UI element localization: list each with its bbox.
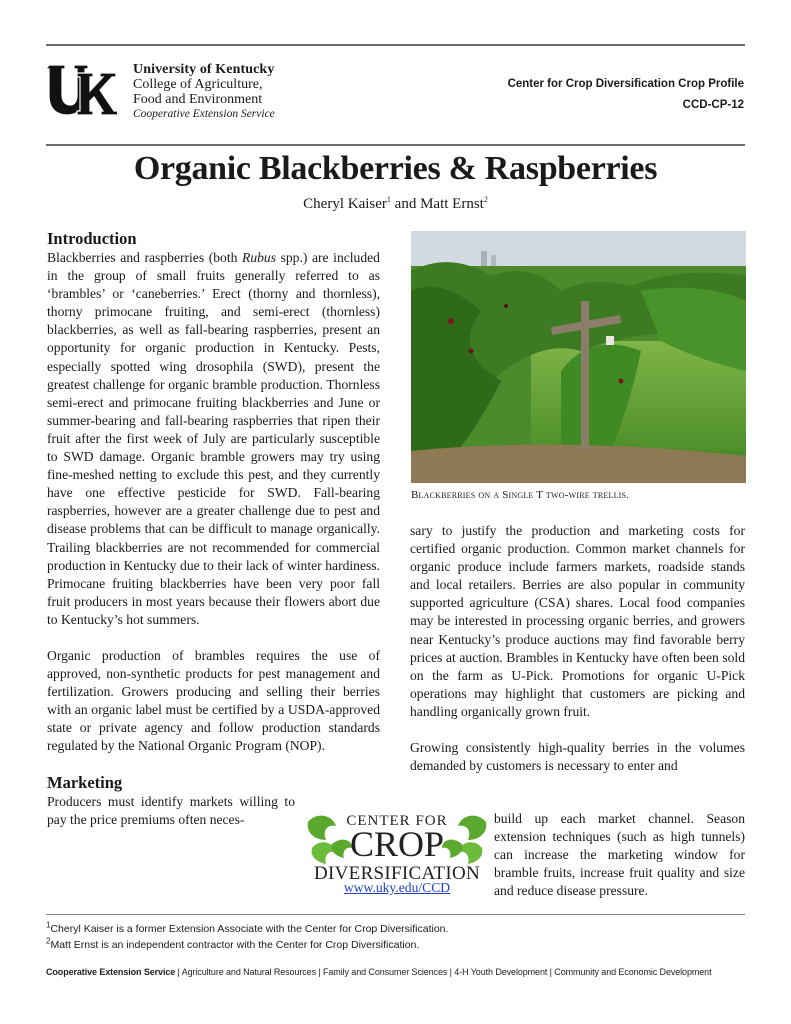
college-line-1: College of Agriculture, xyxy=(133,77,263,92)
university-name-block xyxy=(133,62,275,122)
footer-bold: Cooperative Extension Service xyxy=(46,967,176,977)
page-title: Organic Blackberries & Raspberries xyxy=(133,150,658,187)
intro-text-a: Blackberries and raspberries (both xyxy=(47,250,243,265)
intro-genus: Rubus xyxy=(242,250,276,265)
introduction-heading: Introduction xyxy=(47,229,137,248)
right-leaf-icon xyxy=(458,816,486,840)
photo-caption: Blackberries on a Single T two-wire trellis. xyxy=(411,489,630,501)
uk-logo-icon xyxy=(47,63,117,119)
right-column xyxy=(410,522,745,775)
introduction-paragraph-1 xyxy=(47,249,380,629)
marketing-paragraph-1-continued: sary to justify the production and marketing costs for certified organic production. Common market channels for organic produce include farmers markets, roadside stands and local retailers. Berries are also popular in community supported agriculture (CSA) shares. Local food companies may be interested in processing organic berries, and growers near Kentucky’s produce auctions may find favorable berry prices at auction. Brambles in Kentucky have often been sold on the farm as U-Pick. Promotions for organic U-Pick operations may highlight that customers are picking and handling organically grown fruit. xyxy=(410,523,745,719)
blackberry-trellis-photo xyxy=(411,231,746,483)
header-rule xyxy=(46,144,745,146)
ccd-website-link[interactable]: www.uky.edu/CCD xyxy=(343,880,451,895)
author-1-footnote-mark: 1 xyxy=(386,195,391,204)
college-line-2: Food and Environment xyxy=(133,92,263,107)
profile-code: CCD-CP-12 xyxy=(682,99,744,111)
footnote-2 xyxy=(46,938,448,954)
introduction-paragraph-2: Organic production of brambles requires the use of approved, non-synthetic products for pest management and fertilization. Growers producing and selling their berries with an organic label must be certified by a USDA-approved state or private agency and follow production standards regulated by the National Organic Program (NOP). xyxy=(47,647,380,754)
marketing-heading: Marketing xyxy=(47,772,123,792)
intro-text-b: spp.) are included in the group of small fruits generally referred to as ‘brambles’ or ‘caneberries.’ Erect (thorny and thornless), thorny primocane fruiting, and semi-erect (thornless) blackberries, as well as fall-bearing raspberries, present an opportunity for organic production in Kentucky. Pests, especially spotted wing drosophila (SWD), present the greatest challenge for organic bramble production. Thornless semi-erect and primocane fruiting blackberries and June or summer-bearing and fall-bearing raspberries that ripen their fruit after the first week of July are particularly susceptible to SWD damage. Organic bramble growers may try using fine-meshed netting to exclude this pest, and they currently have one effective pesticide for SWD. Fall-bearing raspberries, however are a greater challenge due to pest and disease problems that can be difficult to manage organically. Trailing blackberries are not recommended for commercial production in Kentucky due to their lack of winter hardiness. Primocane fruiting blackberries have been very poor fall fruit producers in most years because their flowers abort due to Kentucky’s hot summers. xyxy=(47,250,380,627)
marketing-paragraph-1-start: Producers must identify markets willing to pay the price premiums often neces- xyxy=(47,793,295,827)
footer-bar xyxy=(46,967,711,977)
ccd-line-2: CROP xyxy=(349,824,445,864)
author-1: Cheryl Kaiser xyxy=(303,196,387,212)
author-joiner: and xyxy=(390,196,421,212)
profile-label-block xyxy=(508,74,744,116)
footnote-2-mark: 2 xyxy=(46,936,51,945)
profile-title: Center for Crop Diversification Crop Profile xyxy=(507,78,744,90)
footnotes xyxy=(46,922,448,953)
university-name: University of Kentucky xyxy=(133,62,275,77)
left-leaf-icon xyxy=(308,816,336,840)
top-rule xyxy=(46,44,745,46)
footnote-2-text: Matt Ernst is an independent contractor with the Center for Crop Diversification. xyxy=(50,938,420,951)
author-2: Matt Ernst xyxy=(420,196,484,212)
author-2-footnote-mark: 2 xyxy=(483,195,488,204)
left-column xyxy=(47,229,380,829)
footnote-1-mark: 1 xyxy=(46,920,51,930)
authors-line xyxy=(0,196,791,213)
footnote-1-text: Cheryl Kaiser is a former Extension Associate with the Center for Crop Diversification. xyxy=(50,923,449,935)
marketing-paragraph-2-start: Growing consistently high-quality berries in the volumes demanded by customers is necessary to enter and xyxy=(410,740,745,774)
marketing-paragraph-2-continued: build up each market channel. Season extension techniques (such as high tunnels) can increase the marketing window for bramble fruits, increase fruit quality and size and reduce disease pressure. xyxy=(494,811,745,899)
footnote-1 xyxy=(46,922,448,938)
footnote-rule xyxy=(46,914,745,915)
footer-programs: | Agriculture and Natural Resources | Family and Consumer Sciences | 4-H Youth Development | Community and Economic Development xyxy=(175,967,712,977)
ccd-line-1: CENTER FOR xyxy=(346,813,448,829)
ccd-line-3: DIVERSIFICATION xyxy=(314,863,480,884)
extension-service: Cooperative Extension Service xyxy=(133,108,275,120)
